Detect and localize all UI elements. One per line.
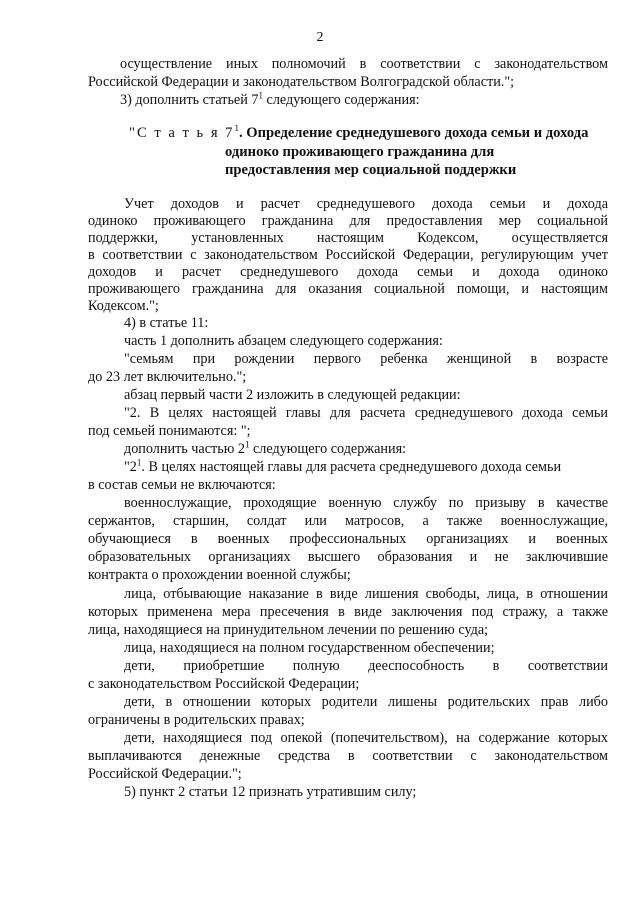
text-line: дети, находящиеся под опекой (попечительством), на содержание которых: [124, 730, 608, 746]
text-line: до 23 лет включительно.";: [88, 369, 247, 385]
article-title-line: одиноко проживающего гражданина для: [225, 144, 495, 160]
text-line: [120, 92, 608, 108]
text-line: военнослужащие, проходящие военную службу по призыву в качестве: [124, 495, 608, 511]
text-line: обучающиеся в военных профессиональных организациях и военных: [88, 531, 608, 547]
text-line: проживающего гражданина для оказания социальной помощи, и настоящим: [88, 281, 608, 297]
text-line: одиноко проживающего гражданина для предоставления мер социальной: [88, 213, 608, 229]
text-line: часть 1 дополнить абзацем следующего содержания:: [124, 333, 443, 349]
text-line: в соответствии с законодательством Российской Федерации, регулирующим учет: [88, 247, 608, 263]
text-line: Российской Федерации и законодательством Волгоградской области.";: [88, 74, 515, 90]
text-line: лица, отбывающие наказание в виде лишения свободы, лица, в отношении: [124, 586, 608, 602]
text-line: дети, в отношении которых родители лишены родительских прав либо: [124, 694, 608, 710]
text-line: сержантов, старшин, солдат или матросов, а также военнослужащие,: [88, 513, 608, 529]
text-line: доходов и расчет среднедушевого дохода семьи и дохода одиноко: [88, 264, 608, 280]
text-line: которых применена мера пресечения в виде заключения под стражу, а также: [88, 604, 608, 620]
text-span: 3) дополнить статьей 7: [120, 92, 259, 108]
text-line: [124, 441, 608, 457]
superscript: 1: [244, 439, 250, 450]
text-line: выплачиваются денежные средства в соответствии с законодательством: [88, 748, 608, 764]
text-line: образовательных организациях высшего образования и не заключившие: [88, 549, 608, 565]
superscript: 1: [258, 90, 263, 101]
text-line: поддержки, установленных настоящим Кодексом, осуществляется: [88, 230, 608, 246]
text-span: дополнить частью 2: [124, 441, 245, 457]
article-prefix: "С т а т ь я 7: [129, 125, 235, 141]
text-line: дети, приобретшие полную дееспособность в соответствии: [124, 658, 608, 674]
text-line: [124, 459, 608, 475]
text-line: "семьям при рождении первого ребенка женщиной в возрасте: [124, 351, 608, 367]
article-title-line: предоставления мер социальной поддержки: [225, 162, 517, 178]
page-number: 2: [316, 30, 324, 45]
text-line: контракта о прохождении военной службы;: [88, 567, 351, 583]
article-heading: [129, 124, 588, 142]
text-line: ограничены в родительских правах;: [88, 712, 305, 728]
text-line: осуществление иных полномочий в соответствии с законодательством: [120, 56, 608, 72]
text-span: следующего содержания:: [266, 92, 420, 108]
superscript: 1: [234, 123, 239, 134]
text-line: Учет доходов и расчет среднедушевого дохода семьи и дохода: [124, 196, 608, 212]
text-span: следующего содержания:: [252, 441, 407, 457]
text-line: 5) пункт 2 статьи 12 признать утратившим силу;: [124, 784, 417, 800]
article-title-line: . Определение среднедушевого дохода семьи и дохода: [238, 125, 589, 141]
text-line: Российской Федерации.";: [88, 766, 242, 782]
text-line: лица, находящиеся на полном государственном обеспечении;: [124, 640, 495, 656]
text-span: "2: [124, 459, 137, 475]
text-line: Кодексом.";: [88, 298, 159, 314]
text-line: "2. В целях настоящей главы для расчета среднедушевого дохода семьи: [124, 405, 608, 421]
text-line: лица, находящиеся на принудительном лечении по решению суда;: [88, 622, 489, 638]
text-span: . В целях настоящей главы для расчета среднедушевого дохода семьи: [141, 459, 562, 475]
text-line: абзац первый части 2 изложить в следующей редакции:: [124, 387, 461, 403]
text-line: под семьей понимаются: ";: [88, 423, 251, 439]
text-line: с законодательством Российской Федерации;: [88, 676, 360, 692]
text-line: 4) в статье 11:: [124, 315, 209, 331]
superscript: 1: [136, 457, 142, 468]
text-line: в состав семьи не включаются:: [88, 477, 276, 493]
